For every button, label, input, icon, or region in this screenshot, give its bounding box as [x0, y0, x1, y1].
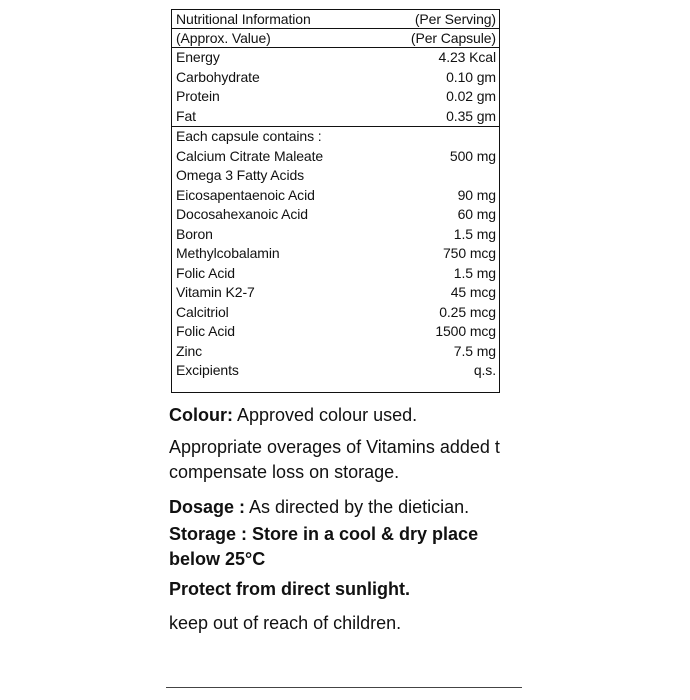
table-row — [172, 166, 499, 186]
row-label: Docosahexanoic Acid — [176, 206, 308, 222]
table-row — [172, 303, 499, 323]
overages-line-1: Appropriate overages of Vitamins added t — [169, 437, 500, 457]
ingredient-rows — [172, 127, 499, 381]
row-label: Calcium Citrate Maleate — [176, 147, 324, 164]
row-value: 0.02 gm — [446, 88, 496, 104]
row-value: 90 mg — [457, 186, 496, 203]
table-row — [172, 342, 499, 362]
contains-heading-row — [172, 127, 499, 147]
row-value: 7.5 mg — [453, 342, 496, 359]
row-value — [396, 166, 496, 186]
table-row — [172, 322, 499, 342]
row-label: Omega 3 Fatty Acids — [176, 167, 305, 183]
subheader-label: (Approx. Value) — [176, 30, 271, 46]
dosage-text: As directed by the dietician. — [245, 497, 470, 517]
row-value: 1500 mcg — [435, 323, 496, 339]
storage-line-1: Storage : Store in a cool & dry place — [169, 524, 479, 544]
table-row — [172, 205, 499, 225]
row-value: 500 mg — [449, 147, 496, 164]
table-row — [172, 87, 499, 107]
nutrition-table — [171, 9, 500, 393]
row-label: Vitamin K2-7 — [176, 284, 255, 300]
row-label: Calcitriol — [176, 303, 229, 320]
bottom-divider — [166, 687, 522, 688]
keep-out-note: keep out of reach of children. — [169, 613, 402, 633]
table-row — [172, 186, 499, 206]
storage-line-2: below 25°C — [169, 549, 266, 569]
table-row — [172, 244, 499, 264]
table-row — [172, 361, 499, 381]
table-row — [172, 225, 499, 245]
row-label: Methylcobalamin — [176, 245, 280, 261]
table-row — [172, 283, 499, 303]
row-label: Boron — [176, 225, 213, 242]
table-row — [172, 68, 499, 88]
dosage-label: Dosage : — [169, 497, 246, 517]
contains-heading: Each capsule contains : — [176, 128, 322, 144]
colour-text: Approved colour used. — [232, 405, 418, 425]
row-label: Folic Acid — [176, 323, 235, 339]
header-label: Nutritional Information — [176, 11, 311, 27]
row-value: 750 mcg — [443, 245, 496, 261]
table-row — [172, 48, 499, 68]
row-value: 45 mcg — [450, 284, 496, 300]
protect-note: Protect from direct sunlight. — [169, 579, 411, 599]
header-value: (Per Serving) — [414, 11, 496, 27]
row-value: q.s. — [473, 362, 496, 378]
nutrition-rows — [172, 48, 499, 127]
row-label: Fat — [176, 107, 196, 124]
table-row — [172, 264, 499, 284]
table-subheader-row — [172, 29, 499, 48]
row-value: 0.10 gm — [446, 68, 496, 85]
row-value: 1.5 mg — [453, 264, 496, 281]
subheader-value: (Per Capsule) — [410, 30, 496, 46]
row-label: Folic Acid — [176, 264, 235, 281]
table-row — [172, 107, 499, 128]
table-row — [172, 147, 499, 167]
table-header-row — [172, 10, 499, 29]
row-value: 1.5 mg — [453, 225, 496, 242]
row-value: 60 mg — [457, 206, 496, 222]
row-value: 4.23 Kcal — [438, 49, 496, 65]
dosage-note — [169, 494, 469, 520]
row-label: Eicosapentaenoic Acid — [176, 186, 315, 203]
row-label: Carbohydrate — [176, 68, 260, 85]
row-value: 0.25 mcg — [439, 303, 496, 320]
colour-note — [169, 402, 417, 428]
row-label: Excipients — [176, 362, 239, 378]
row-value: 0.35 gm — [446, 107, 496, 124]
overages-line-2: compensate loss on storage. — [169, 462, 400, 482]
colour-label: Colour: — [169, 405, 233, 425]
row-label: Energy — [176, 49, 220, 65]
row-label: Protein — [176, 88, 220, 104]
row-label: Zinc — [176, 342, 203, 359]
